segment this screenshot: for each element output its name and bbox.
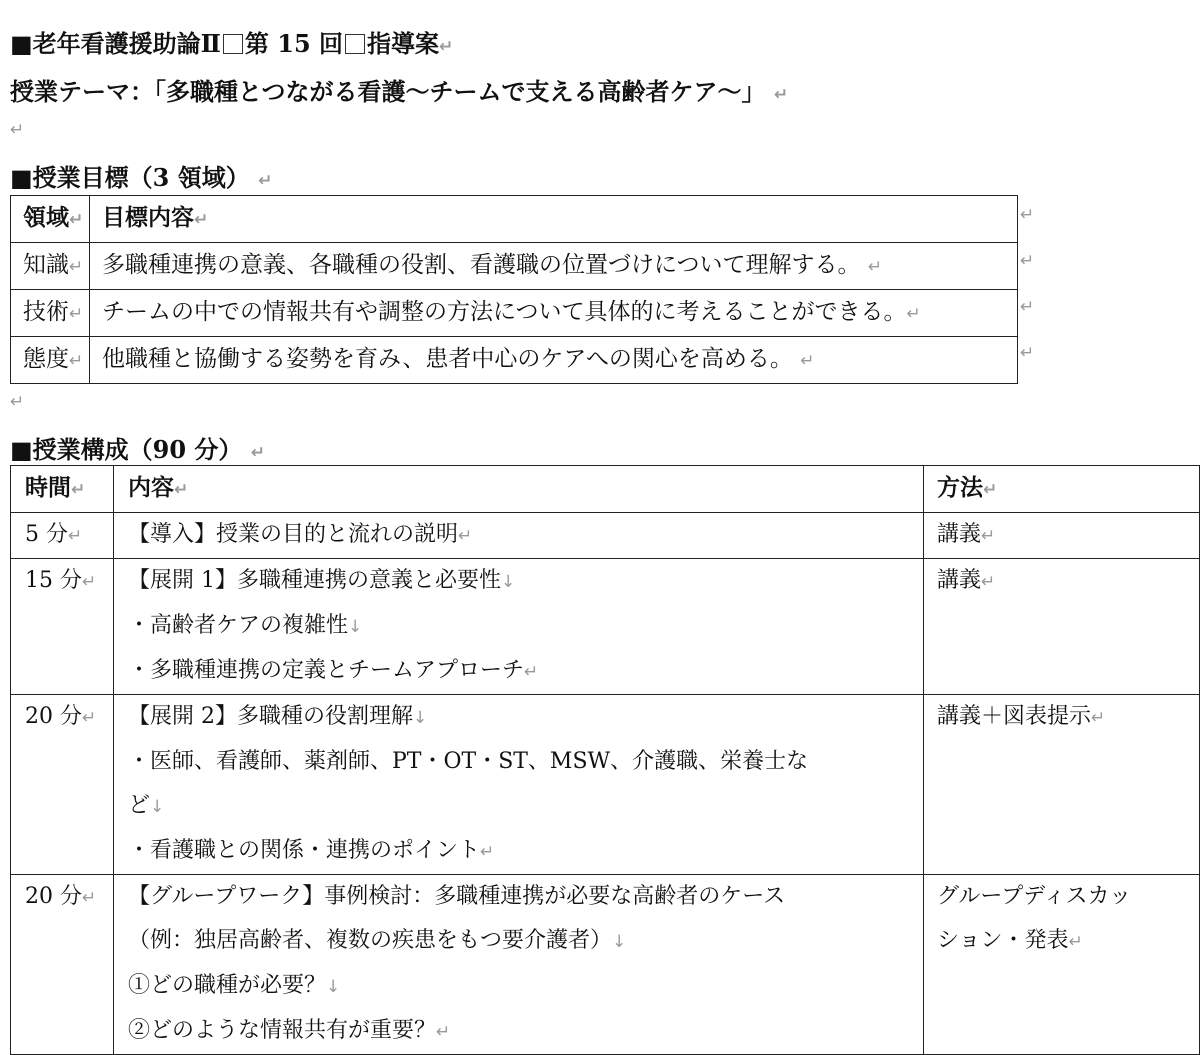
goal-content-cell: チームの中での情報共有や調整の方法について具体的に考えることができる。↵ <box>90 290 1018 337</box>
theme-text: 授業テーマ：「多職種とつながる看護～チームで支える高齢者ケア～」 <box>10 77 766 106</box>
content-cell: 【展開 2】多職種の役割理解↓ ・医師、看護師、薬剤師、PT・OT・ST、MSW、介護職、栄養士な ど↓ ・看護職との関係・連携のポイント↵ <box>114 695 924 875</box>
title-text-2: 第 15 回 <box>244 29 344 58</box>
goal-content-cell: 多職種連携の意義、各職種の役割、看護職の位置づけについて理解する。 ↵ <box>90 243 1018 290</box>
table-row <box>11 559 1200 695</box>
goal-domain-cell: 知識↵ <box>11 243 90 290</box>
title-text-3: 指導案 <box>367 29 440 58</box>
full-width-space-box <box>223 34 243 54</box>
return-mark: ↵ <box>258 171 273 191</box>
lesson-theme <box>10 72 788 107</box>
time-cell: 5 分↵ <box>11 513 114 559</box>
row-end-mark: ↵ <box>1020 343 1035 363</box>
full-width-space-box <box>345 34 365 54</box>
goal-domain-cell: 態度↵ <box>11 337 90 384</box>
table-header-cell: 方法↵ <box>924 466 1200 513</box>
table-row <box>11 513 1200 559</box>
plan-heading <box>10 430 265 465</box>
goal-domain-cell: 技術↵ <box>11 290 90 337</box>
method-cell: 講義＋図表提示↵ <box>924 695 1200 875</box>
time-cell: 20 分↵ <box>11 875 114 1055</box>
table-header-cell: 目標内容↵ <box>90 196 1018 243</box>
title-text-1: ■老年看護援助論Ⅱ <box>10 29 221 58</box>
plan-heading-text: ■授業構成（90 分） <box>10 435 243 464</box>
content-cell: 【グループワーク】事例検討：多職種連携が必要な高齢者のケース （例：独居高齢者、複数の疾患をもつ要介護者）↓ ①どの職種が必要？↓ ②どのような情報共有が重要？↵ <box>114 875 924 1055</box>
goals-heading-text: ■授業目標（3 領域） <box>10 163 250 192</box>
table-header-row <box>11 196 1018 243</box>
table-header-cell: 内容↵ <box>114 466 924 513</box>
content-cell: 【導入】授業の目的と流れの説明↵ <box>114 513 924 559</box>
table-row <box>11 290 1018 337</box>
empty-paragraph-mark: ↵ <box>10 120 25 140</box>
table-row <box>11 695 1200 875</box>
table-row <box>11 337 1018 384</box>
goals-heading <box>10 158 272 193</box>
table-header-row <box>11 466 1200 513</box>
table-row <box>11 875 1200 1055</box>
method-cell: 講義↵ <box>924 513 1200 559</box>
method-cell: 講義↵ <box>924 559 1200 695</box>
row-end-mark: ↵ <box>1020 251 1035 271</box>
empty-paragraph-mark: ↵ <box>10 392 25 412</box>
row-end-mark: ↵ <box>1020 297 1035 317</box>
goals-table <box>10 195 1018 384</box>
goal-content-cell: 他職種と協働する姿勢を育み、患者中心のケアへの関心を高める。 ↵ <box>90 337 1018 384</box>
return-mark: ↵ <box>773 85 789 105</box>
time-cell: 20 分↵ <box>11 695 114 875</box>
method-cell: グループディスカッ ション・発表↵ <box>924 875 1200 1055</box>
lesson-plan-table <box>10 465 1200 1055</box>
table-header-cell: 時間↵ <box>11 466 114 513</box>
document-title <box>10 24 453 59</box>
table-header-cell: 領域↵ <box>11 196 90 243</box>
row-end-mark: ↵ <box>1020 205 1035 225</box>
return-mark: ↵ <box>439 37 454 57</box>
time-cell: 15 分↵ <box>11 559 114 695</box>
content-cell: 【展開 1】多職種連携の意義と必要性↓ ・高齢者ケアの複雑性↓ ・多職種連携の定義とチームアプローチ↵ <box>114 559 924 695</box>
return-mark: ↵ <box>250 443 266 463</box>
table-row <box>11 243 1018 290</box>
